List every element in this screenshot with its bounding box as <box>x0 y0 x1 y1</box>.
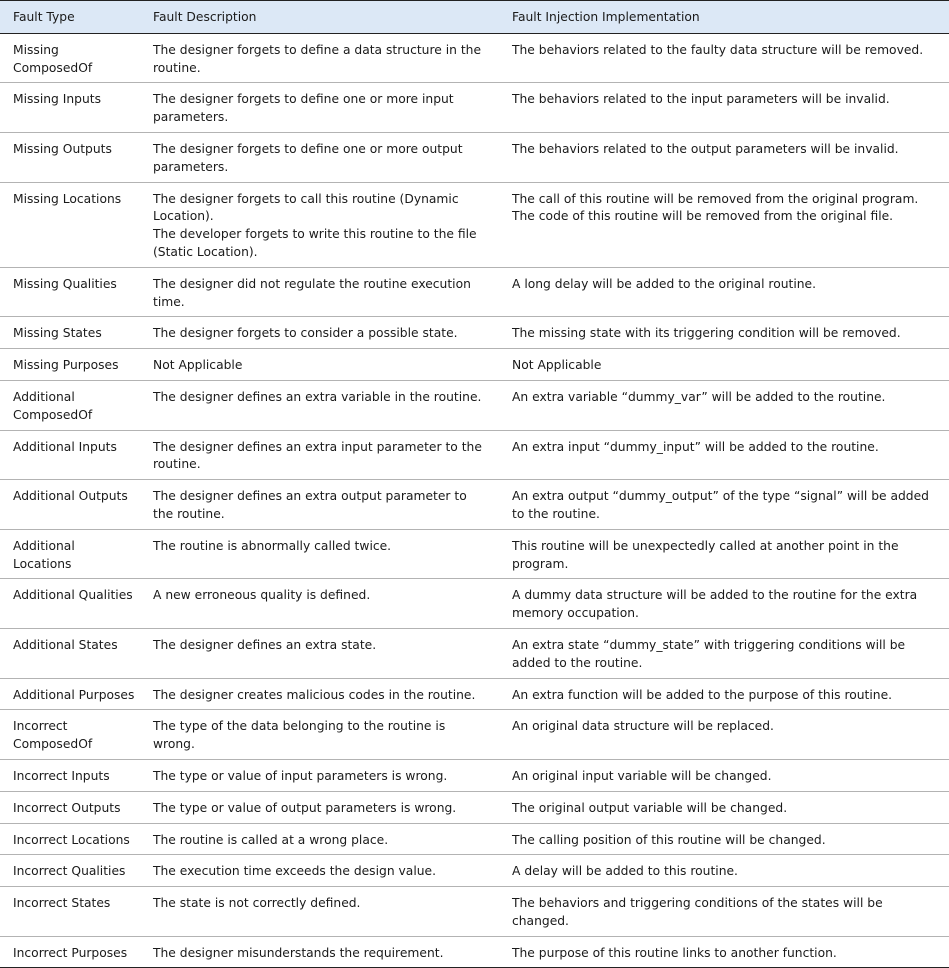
fault-description-cell: The designer defines an extra variable in the routine. <box>153 389 482 404</box>
fault-injection-cell: This routine will be unexpectedly called at another point in the program. <box>512 538 899 571</box>
fault-injection-cell: An original input variable will be changed. <box>512 768 772 783</box>
fault-injection-cell: An extra output “dummy_output” of the type “signal” will be added to the routine. <box>512 489 929 521</box>
table-row <box>0 132 949 182</box>
fault-type-cell: Missing Inputs <box>13 92 102 107</box>
table-row <box>0 855 949 887</box>
fault-description-cell: The state is not correctly defined. <box>153 896 361 911</box>
fault-injection-cell: The behaviors and triggering conditions of the states will be changed. <box>512 896 883 928</box>
fault-type-cell: Missing ComposedOf <box>13 42 93 75</box>
table-row <box>0 33 949 83</box>
fault-description-cell: The execution time exceeds the design value. <box>153 864 437 879</box>
table-row <box>0 480 949 530</box>
fault-injection-cell: Not Applicable <box>512 358 602 373</box>
fault-injection-cell: An extra state “dummy_state” with triggering conditions will be added to the routine. <box>512 637 906 670</box>
table-row <box>0 579 949 629</box>
fault-description-cell: The designer defines an extra state. <box>153 637 377 652</box>
fault-description-cell: The designer forgets to define a data structure in the routine. <box>153 42 482 75</box>
fault-injection-cell: The behaviors related to the faulty data structure will be removed. <box>512 42 924 57</box>
fault-description-cell: The routine is called at a wrong place. <box>153 832 389 847</box>
fault-description-cell: The designer creates malicious codes in the routine. <box>153 687 476 702</box>
fault-type-cell: Additional Purposes <box>13 687 135 702</box>
fault-type-cell: Missing Outputs <box>13 141 112 156</box>
fault-type-cell: Incorrect Locations <box>13 832 130 847</box>
fault-type-cell: Additional Inputs <box>13 439 117 454</box>
table-row <box>0 529 949 579</box>
header-fault-injection-implementation: Fault Injection Implementation <box>512 10 700 24</box>
fault-type-cell: Missing States <box>13 326 102 341</box>
table-header <box>0 1 949 34</box>
fault-type-cell: Missing Purposes <box>13 358 119 373</box>
header-fault-description: Fault Description <box>153 10 257 24</box>
fault-injection-cell: An extra variable “dummy_var” will be added to the routine. <box>512 389 886 404</box>
fault-injection-cell: The original output variable will be changed. <box>512 800 788 815</box>
fault-description-cell: The type or value of input parameters is wrong. <box>153 768 448 783</box>
table-row <box>0 380 949 430</box>
table-row <box>0 710 949 760</box>
fault-description-cell: The designer forgets to call this routine (Dynamic Location). The developer forgets to write this routine to the file (Static Location). <box>153 191 477 259</box>
table-row <box>0 182 949 267</box>
fault-description-cell: The designer forgets to consider a possible state. <box>153 326 458 341</box>
fault-description-cell: A new erroneous quality is defined. <box>153 588 371 603</box>
fault-description-cell: The type of the data belonging to the routine is wrong. <box>153 719 446 752</box>
fault-injection-cell: The purpose of this routine links to another function. <box>512 945 837 960</box>
table-row <box>0 823 949 855</box>
fault-description-cell: Not Applicable <box>153 358 243 373</box>
fault-description-cell: The designer misunderstands the requirement. <box>153 945 444 960</box>
fault-injection-cell: The behaviors related to the output parameters will be invalid. <box>512 141 899 156</box>
fault-type-cell: Missing Qualities <box>13 276 117 291</box>
fault-description-cell: The designer did not regulate the routine execution time. <box>153 276 471 309</box>
fault-description-cell: The designer forgets to define one or more output parameters. <box>153 141 463 174</box>
fault-description-cell: The designer defines an extra input parameter to the routine. <box>153 439 482 472</box>
table-row <box>0 791 949 823</box>
fault-injection-cell: A delay will be added to this routine. <box>512 864 738 879</box>
table-row <box>0 317 949 349</box>
table-row <box>0 83 949 133</box>
fault-type-cell: Additional States <box>13 637 118 652</box>
table-body <box>0 33 949 968</box>
fault-injection-cell: An extra input “dummy_input” will be added to the routine. <box>512 439 879 454</box>
table-row <box>0 759 949 791</box>
fault-type-cell: Additional Qualities <box>13 588 133 603</box>
fault-injection-cell: A dummy data structure will be added to the routine for the extra memory occupation. <box>512 588 918 621</box>
fault-description-cell: The routine is abnormally called twice. <box>153 538 392 553</box>
fault-type-cell: Additional Locations <box>13 538 75 571</box>
fault-injection-cell: The behaviors related to the input parameters will be invalid. <box>512 92 890 107</box>
fault-type-cell: Incorrect Outputs <box>13 800 121 815</box>
table-row <box>0 267 949 317</box>
fault-injection-cell: An original data structure will be replaced. <box>512 719 774 734</box>
fault-type-cell: Incorrect Inputs <box>13 768 110 783</box>
fault-type-cell: Additional Outputs <box>13 489 128 504</box>
header-row <box>0 1 949 34</box>
header-fault-type: Fault Type <box>13 10 75 24</box>
fault-type-cell: Incorrect Qualities <box>13 864 126 879</box>
fault-injection-cell: The call of this routine will be removed from the original program. The code of this routine will be removed from the original file. <box>512 191 919 224</box>
fault-description-cell: The designer forgets to define one or more input parameters. <box>153 92 454 125</box>
table-row <box>0 628 949 678</box>
fault-type-cell: Incorrect States <box>13 896 111 911</box>
fault-injection-cell: The calling position of this routine will be changed. <box>512 832 826 847</box>
table-row <box>0 936 949 968</box>
fault-injection-cell: The missing state with its triggering condition will be removed. <box>512 326 901 341</box>
fault-injection-cell: An extra function will be added to the purpose of this routine. <box>512 687 893 702</box>
table-row <box>0 887 949 937</box>
fault-type-cell: Additional ComposedOf <box>13 389 93 422</box>
table-row <box>0 678 949 710</box>
fault-description-cell: The designer defines an extra output parameter to the routine. <box>153 489 467 521</box>
fault-type-cell: Missing Locations <box>13 191 122 206</box>
fault-injection-cell: A long delay will be added to the original routine. <box>512 276 817 291</box>
table-row <box>0 430 949 480</box>
table-row <box>0 349 949 381</box>
fault-description-cell: The type or value of output parameters is wrong. <box>153 800 457 815</box>
fault-type-cell: Incorrect ComposedOf <box>13 719 93 752</box>
fault-type-cell: Incorrect Purposes <box>13 945 128 960</box>
